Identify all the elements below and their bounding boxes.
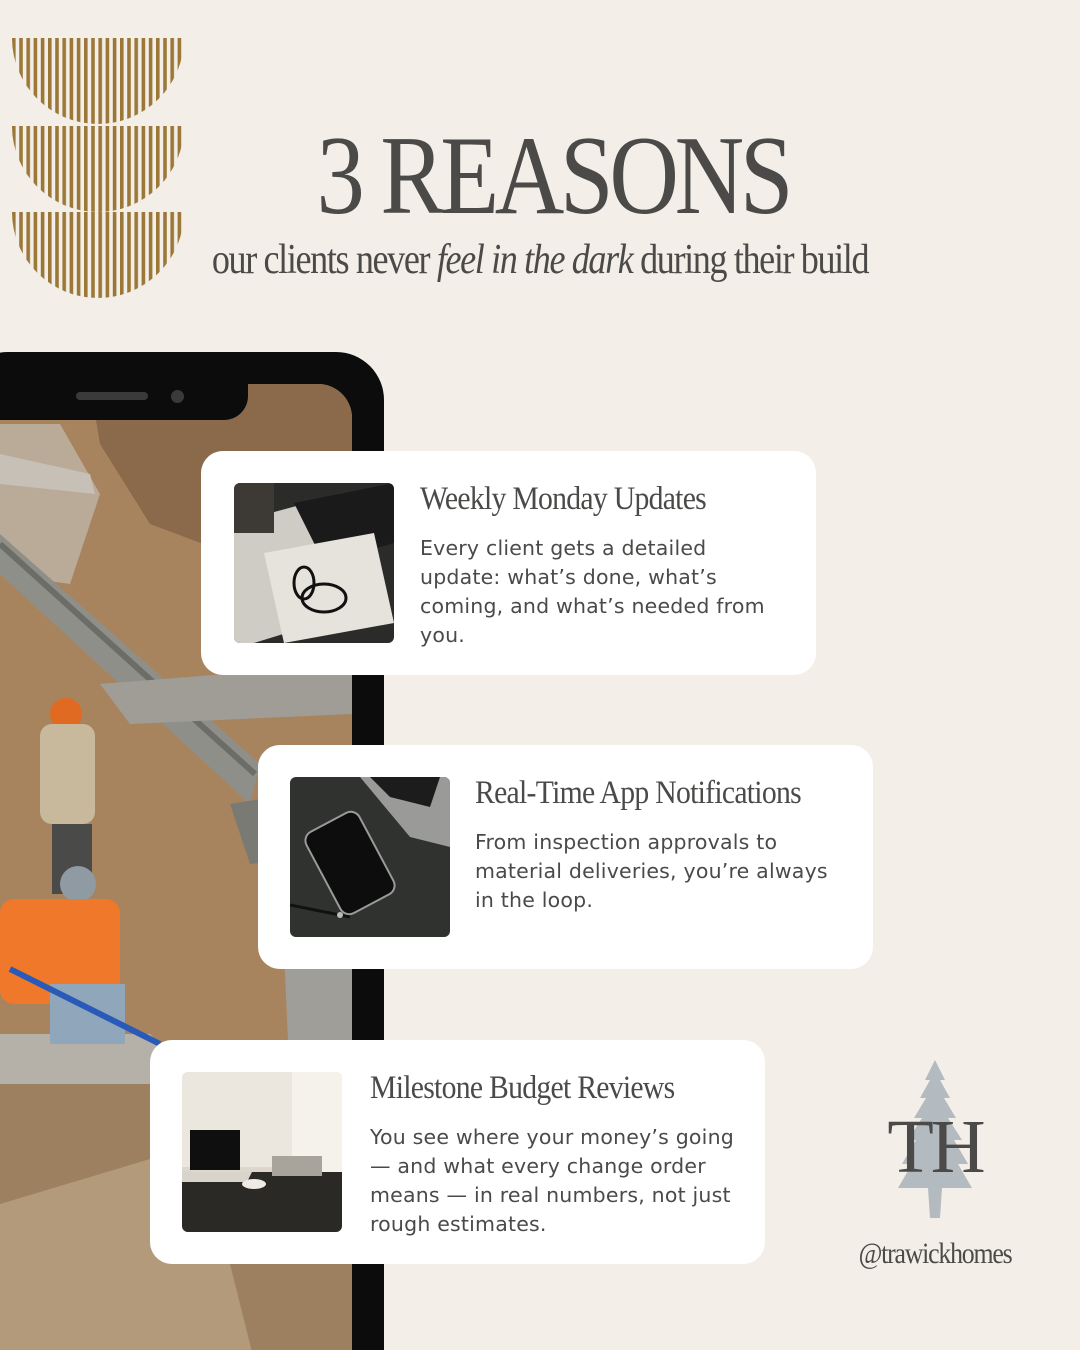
reason-card-budget-reviews <box>150 1040 765 1264</box>
reason-card-weekly-updates <box>201 451 816 675</box>
reason-title: Milestone Budget Reviews <box>370 1070 675 1106</box>
subtitle-part-1: our clients never <box>211 237 437 283</box>
reason-title: Real-Time App Notifications <box>475 775 801 811</box>
subtitle-part-2: during their build <box>632 237 869 283</box>
reason-card-app-notifications <box>258 745 873 969</box>
reason-thumbnail-documents <box>234 483 394 643</box>
social-handle: @trawickhomes <box>858 1237 1012 1270</box>
page-title: 3 REASONS <box>316 114 790 238</box>
reason-title: Weekly Monday Updates <box>420 481 707 517</box>
logo-monogram: TH <box>887 1105 983 1189</box>
reason-description: Every client gets a detailed update: what’s done, what’s coming, and what’s needed from you. <box>420 536 765 647</box>
phone-notch <box>0 384 248 420</box>
brand-logo <box>870 1060 1000 1225</box>
page-subtitle <box>76 236 1005 284</box>
reason-description: You see where your money’s going — and what every change order means — in real numbers, not just rough estimates. <box>370 1125 734 1236</box>
subtitle-emphasis: feel in the dark <box>436 237 633 283</box>
reason-thumbnail-phone-laptop <box>290 777 450 937</box>
phone-camera <box>171 390 184 403</box>
phone-speaker <box>76 392 148 400</box>
reason-description: From inspection approvals to material deliveries, you’re always in the loop. <box>475 830 828 912</box>
reason-thumbnail-desk-laptop <box>182 1072 342 1232</box>
